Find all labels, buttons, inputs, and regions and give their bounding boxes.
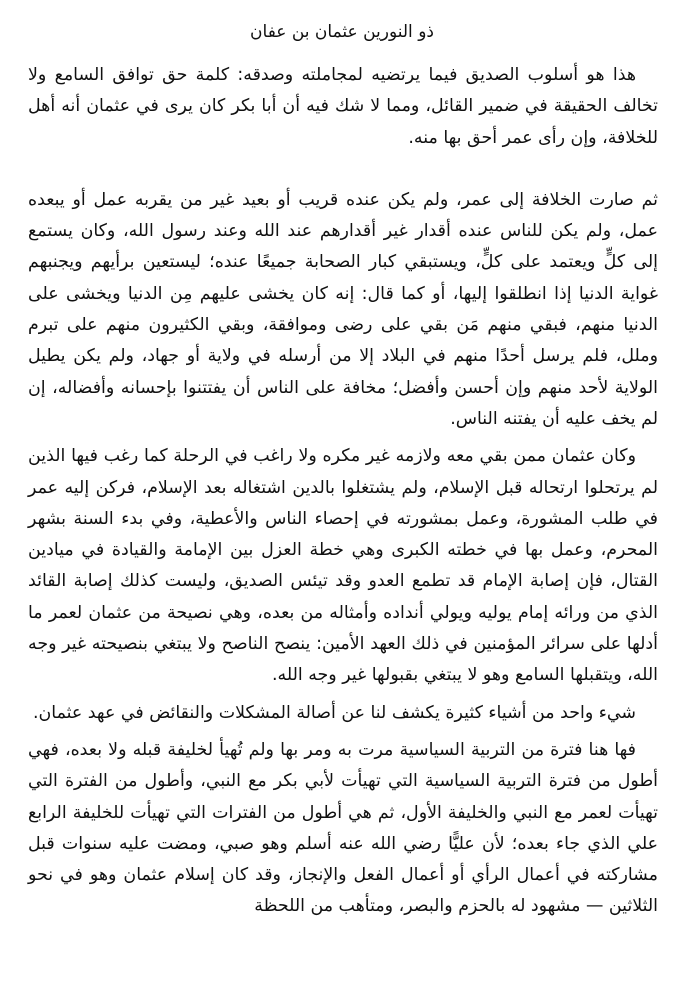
paragraph: شيء واحد من أشياء كثيرة يكشف لنا عن أصالة المشكلات والنقائض في عهد عثمان. xyxy=(33,702,636,723)
paragraph: هذا هو أسلوب الصديق فيما يرتضيه لمجاملته وصدقه: كلمة حق توافق السامع ولا تخالف الحقيقة في ضمير القائل، ومما لا شك فيه أن أبا بكر كان يرى في عثمان أنه أهل للخلافة، وإن رأى عمر أحق بها منه. xyxy=(28,65,658,148)
paragraph: فها هنا فترة من التربية السياسية مرت به ومر بها ولم تُهيأ لخليفة قبله ولا بعده، فهي أطول من فترة التربية السياسية التي تهيأت لأبي بكر مع النبي، وأطول من الفترة التي تهيأت لعمر مع النبي والخليفة الأول، ثم هي أطول من الفترات التي تهيأت للخليفة الرابع علي الذي جاء بعده؛ لأن عليًّا رضي الله عنه أسلم وهو صبي، ومضت عليه سنوات قبل مشاركته في أعمال الرأي أو أعمال الفعل والإنجاز، وقد كان إسلام عثمان وهو في نحو الثلاثين — مشهود له بالحزم والبصر، ومتأهب من اللحظة xyxy=(28,739,658,917)
paragraph: وكان عثمان ممن بقي معه ولازمه غير مكره ولا راغب في الرحلة كما رغب فيها الذين لم يرتحلوا ارتحاله قبل الإسلام، ولم يشتغلوا بالدين اشتغاله بعد الإسلام، فركن إليه عمر في طلب المشورة، وعمل بمشورته في إحصاء الناس والأعطية، وفي بدء السنة بشهر المحرم، وعمل بها في خطته الكبرى وهي خطة العزل بين الإمامة والقيادة في ميادين القتال، فإن إصابة الإمام قد تطمع العدو وقد تيئس الصديق، وليست كذلك إصابة القائد الذي من ورائه إمام يوليه ويولي أنداده وأمثاله من بعده، وهي نصيحة من عثمان لعمر ما أدلها على سرائر المؤمنين في ذلك العهد الأمين: ينصح الناصح ولا يبتغي بنصيحته غير وجه الله، ويتقبلها السامع وهو لا يبتغي بقبولها غير وجه الله. xyxy=(28,446,658,686)
running-header-title: ذو النورين عثمان بن عفان xyxy=(250,22,434,42)
paragraph: ثم صارت الخلافة إلى عمر، ولم يكن عنده قريب أو بعيد غير من يقربه عمل أو يبعده عمل، ولم يكن للناس عنده أقدار غير أقدارهم عند الله وعند رسول الله، وكان يستمع إلى كلٍّ ويعتمد على كلٍّ، ويستبقي كبار الصحابة جميعًا عنده؛ ليستعين برأيهم ويجنبهم غواية الدنيا إذا انطلقوا إليها، أو كما قال: إنه كان يخشى عليهم مِن الدنيا ويخشى على الدنيا منهم، فبقي منهم مَن بقي على رضى وموافقة، وبقي الكثيرون منهم على تبرم وملل، فلم يرسل أحدًا منهم في البلاد إلا من أرسله في ولاية أو جهاد، ولم يكن يطيل الولاية لأحد منهم وإن أحسن وأفضل؛ مخافة على الناس أن يفتتنوا بإحسانه وأفضاله، إن لم يخف عليه أن يفتنه الناس. xyxy=(28,189,658,429)
body-text xyxy=(28,60,658,923)
